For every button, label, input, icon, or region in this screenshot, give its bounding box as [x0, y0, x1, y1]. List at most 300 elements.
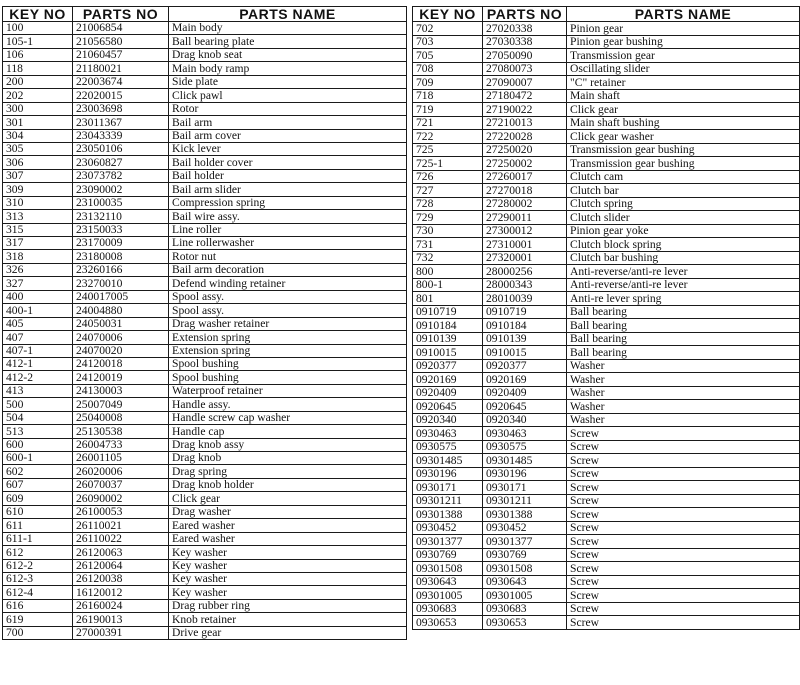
table-row [3, 196, 407, 209]
parts-no-cell: 24070020 [73, 344, 169, 357]
parts-name-cell: Waterproof retainer [169, 384, 407, 397]
parts-name-cell: Screw [567, 427, 800, 441]
parts-name-cell: Compression spring [169, 196, 407, 209]
parts-no-cell: 25040008 [73, 411, 169, 424]
parts-no-cell: 0910139 [483, 332, 567, 346]
table-row [413, 562, 800, 576]
parts-name-cell: Transmission gear [567, 49, 800, 63]
key-no-cell: 105-1 [3, 35, 73, 48]
table-row [3, 478, 407, 491]
parts-no-cell: 27270018 [483, 184, 567, 198]
table-row [3, 62, 407, 75]
table-row [413, 373, 800, 387]
table-row [3, 599, 407, 612]
key-no-cell: 703 [413, 35, 483, 49]
parts-name-cell: Washer [567, 413, 800, 427]
parts-no-cell: 0930171 [483, 481, 567, 495]
parts-name-cell: Anti-reverse/anti-re lever [567, 265, 800, 279]
table-row [3, 546, 407, 559]
table-row [413, 548, 800, 562]
table-row [413, 76, 800, 90]
key-no-cell: 09301388 [413, 508, 483, 522]
parts-no-cell: 27220028 [483, 130, 567, 144]
parts-no-cell: 27310001 [483, 238, 567, 252]
parts-name-cell: Drag rubber ring [169, 599, 407, 612]
table-row [3, 290, 407, 303]
parts-no-cell: 23073782 [73, 169, 169, 182]
table-row [413, 359, 800, 373]
parts-no-cell: 23260166 [73, 263, 169, 276]
parts-no-cell: 28000256 [483, 265, 567, 279]
table-row [3, 398, 407, 411]
table-row [413, 116, 800, 130]
table-row [413, 332, 800, 346]
table-row [3, 75, 407, 88]
key-no-cell: 722 [413, 130, 483, 144]
table-row [413, 400, 800, 414]
parts-no-cell: 240017005 [73, 290, 169, 303]
table-row [3, 626, 407, 639]
parts-name-cell: Drag knob seat [169, 48, 407, 61]
parts-no-cell: 26190013 [73, 613, 169, 626]
key-no-cell: 405 [3, 317, 73, 330]
table-row [3, 142, 407, 155]
key-no-cell: 801 [413, 292, 483, 306]
parts-no-cell: 0920645 [483, 400, 567, 414]
key-no-cell: 326 [3, 263, 73, 276]
table-row [3, 532, 407, 545]
key-no-cell: 318 [3, 250, 73, 263]
parts-name-cell: Line rollerwasher [169, 237, 407, 250]
key-no-cell: 09301211 [413, 494, 483, 508]
parts-no-cell: 27000391 [73, 626, 169, 639]
key-no-cell: 306 [3, 156, 73, 169]
table-row [3, 331, 407, 344]
table-row [413, 278, 800, 292]
key-no-cell: 705 [413, 49, 483, 63]
parts-name-cell: Handle cap [169, 425, 407, 438]
parts-name-cell: Eared washer [169, 532, 407, 545]
parts-no-cell: 26070037 [73, 478, 169, 491]
parts-no-cell: 0910184 [483, 319, 567, 333]
table-row [3, 277, 407, 290]
parts-name-cell: Line roller [169, 223, 407, 236]
parts-name-cell: Washer [567, 386, 800, 400]
key-no-cell: 0930196 [413, 467, 483, 481]
table-row [413, 305, 800, 319]
parts-no-cell: 27080073 [483, 62, 567, 76]
table-row [413, 49, 800, 63]
parts-name-cell: Extension spring [169, 344, 407, 357]
table-row [413, 602, 800, 616]
key-no-cell: 719 [413, 103, 483, 117]
parts-no-cell: 0920409 [483, 386, 567, 400]
key-no-cell: 09301508 [413, 562, 483, 576]
parts-name-cell: Rotor [169, 102, 407, 115]
parts-name-cell: Handle assy. [169, 398, 407, 411]
parts-no-cell: 24004880 [73, 304, 169, 317]
parts-name-cell: Anti-re lever spring [567, 292, 800, 306]
table-row [413, 413, 800, 427]
parts-no-cell: 24130003 [73, 384, 169, 397]
parts-name-cell: "C" retainer [567, 76, 800, 90]
parts-no-cell: 28000343 [483, 278, 567, 292]
parts-name-cell: Main body ramp [169, 62, 407, 75]
table-row [413, 346, 800, 360]
table-row [413, 211, 800, 225]
parts-name-cell: Bail holder [169, 169, 407, 182]
parts-name-cell: Drag washer retainer [169, 317, 407, 330]
key-no-cell: 0930463 [413, 427, 483, 441]
table-row [3, 519, 407, 532]
parts-no-cell: 23150033 [73, 223, 169, 236]
parts-no-cell: 23180008 [73, 250, 169, 263]
parts-no-cell: 27050090 [483, 49, 567, 63]
parts-table-right [412, 6, 800, 630]
parts-no-cell: 27090007 [483, 76, 567, 90]
parts-name-cell: Key washer [169, 546, 407, 559]
parts-no-cell: 21060457 [73, 48, 169, 61]
parts-no-cell: 0930643 [483, 575, 567, 589]
parts-name-cell: Key washer [169, 586, 407, 599]
key-no-cell: 727 [413, 184, 483, 198]
table-row [413, 265, 800, 279]
key-no-cell: 731 [413, 238, 483, 252]
parts-name-cell: Washer [567, 400, 800, 414]
parts-name-cell: Bail wire assy. [169, 210, 407, 223]
parts-no-cell: 26110021 [73, 519, 169, 532]
parts-name-cell: Ball bearing [567, 319, 800, 333]
key-no-cell: 702 [413, 22, 483, 36]
parts-no-cell: 0920169 [483, 373, 567, 387]
parts-no-cell: 27300012 [483, 224, 567, 238]
parts-name-cell: Knob retainer [169, 613, 407, 626]
parts-name-cell: Ball bearing [567, 332, 800, 346]
parts-name-cell: Pinion gear [567, 22, 800, 36]
parts-name-cell: Key washer [169, 559, 407, 572]
table-row [413, 224, 800, 238]
key-no-cell: 300 [3, 102, 73, 115]
parts-no-cell: 0920377 [483, 359, 567, 373]
parts-name-cell: Spool bushing [169, 371, 407, 384]
table-row [413, 197, 800, 211]
parts-table-right-body [413, 22, 800, 630]
key-no-cell: 729 [413, 211, 483, 225]
parts-name-cell: Ball bearing [567, 346, 800, 360]
table-row [413, 454, 800, 468]
parts-name-cell: Oscillating slider [567, 62, 800, 76]
table-row [413, 130, 800, 144]
parts-name-cell: Screw [567, 535, 800, 549]
parts-no-cell: 24120019 [73, 371, 169, 384]
parts-no-cell: 0930769 [483, 548, 567, 562]
parts-no-cell: 23050106 [73, 142, 169, 155]
key-no-cell: 100 [3, 22, 73, 35]
table-row [413, 535, 800, 549]
key-no-cell: 106 [3, 48, 73, 61]
key-no-cell: 0910139 [413, 332, 483, 346]
table-row [413, 427, 800, 441]
parts-name-cell: Drag knob [169, 452, 407, 465]
parts-no-cell: 09301211 [483, 494, 567, 508]
parts-no-cell: 23043339 [73, 129, 169, 142]
parts-name-cell: Ball bearing [567, 305, 800, 319]
parts-name-cell: Spool assy. [169, 290, 407, 303]
parts-no-cell: 23132110 [73, 210, 169, 223]
table-row [3, 613, 407, 626]
key-no-cell: 700 [3, 626, 73, 639]
key-no-cell: 0920340 [413, 413, 483, 427]
parts-name-cell: Screw [567, 494, 800, 508]
parts-no-cell: 22003674 [73, 75, 169, 88]
parts-name-cell: Screw [567, 575, 800, 589]
key-no-cell: 709 [413, 76, 483, 90]
parts-no-cell: 21180021 [73, 62, 169, 75]
parts-name-cell: Spool bushing [169, 357, 407, 370]
key-no-cell: 304 [3, 129, 73, 142]
parts-name-cell: Pinion gear bushing [567, 35, 800, 49]
table-row [413, 157, 800, 171]
table-row [3, 505, 407, 518]
parts-no-cell: 23100035 [73, 196, 169, 209]
parts-no-cell: 21006854 [73, 22, 169, 35]
key-no-cell: 725-1 [413, 157, 483, 171]
table-row [3, 48, 407, 61]
key-no-cell: 800-1 [413, 278, 483, 292]
key-no-cell: 09301377 [413, 535, 483, 549]
key-no-cell: 0920377 [413, 359, 483, 373]
key-no-cell: 413 [3, 384, 73, 397]
parts-no-cell: 26001105 [73, 452, 169, 465]
table-row [3, 438, 407, 451]
key-no-cell: 612-4 [3, 586, 73, 599]
key-no-cell: 09301485 [413, 454, 483, 468]
key-no-cell: 0930575 [413, 440, 483, 454]
table-row [3, 263, 407, 276]
key-no-cell: 612-2 [3, 559, 73, 572]
parts-no-cell: 0930575 [483, 440, 567, 454]
parts-name-cell: Drag washer [169, 505, 407, 518]
key-no-cell: 118 [3, 62, 73, 75]
table-row [3, 169, 407, 182]
parts-no-cell: 09301508 [483, 562, 567, 576]
parts-no-cell: 26120038 [73, 572, 169, 585]
parts-no-cell: 27320001 [483, 251, 567, 265]
table-row [3, 237, 407, 250]
parts-name-cell: Pinion gear yoke [567, 224, 800, 238]
key-no-cell: 600 [3, 438, 73, 451]
parts-name-cell: Main shaft [567, 89, 800, 103]
table-row [413, 292, 800, 306]
table-row [3, 586, 407, 599]
table-row [413, 467, 800, 481]
parts-name-cell: Main body [169, 22, 407, 35]
table-row [413, 481, 800, 495]
parts-name-cell: Screw [567, 454, 800, 468]
parts-no-cell: 22020015 [73, 89, 169, 102]
table-row [413, 575, 800, 589]
parts-name-cell: Ball bearing plate [169, 35, 407, 48]
table-row [413, 103, 800, 117]
parts-name-cell: Clutch block spring [567, 238, 800, 252]
parts-name-cell: Click gear [169, 492, 407, 505]
key-no-cell: 0910015 [413, 346, 483, 360]
parts-no-cell: 26004733 [73, 438, 169, 451]
table-row [413, 35, 800, 49]
parts-name-cell: Drag knob assy [169, 438, 407, 451]
table-row [3, 129, 407, 142]
key-no-cell: 607 [3, 478, 73, 491]
parts-no-cell: 25007049 [73, 398, 169, 411]
key-no-cell: 602 [3, 465, 73, 478]
parts-no-cell: 27180472 [483, 89, 567, 103]
parts-no-cell: 26160024 [73, 599, 169, 612]
parts-name-cell: Screw [567, 467, 800, 481]
parts-name-cell: Screw [567, 508, 800, 522]
key-no-cell: 317 [3, 237, 73, 250]
key-no-header: KEY NO [3, 7, 73, 22]
parts-table-left [2, 6, 407, 640]
parts-no-cell: 26120063 [73, 546, 169, 559]
key-no-cell: 0930452 [413, 521, 483, 535]
table-row [3, 425, 407, 438]
parts-name-cell: Anti-reverse/anti-re lever [567, 278, 800, 292]
key-no-cell: 309 [3, 183, 73, 196]
table-row [413, 589, 800, 603]
table-row [3, 89, 407, 102]
parts-name-cell: Transmission gear bushing [567, 143, 800, 157]
key-no-cell: 202 [3, 89, 73, 102]
parts-no-cell: 23060827 [73, 156, 169, 169]
parts-name-cell: Rotor nut [169, 250, 407, 263]
table-row [413, 170, 800, 184]
parts-no-cell: 0910015 [483, 346, 567, 360]
parts-name-cell: Bail holder cover [169, 156, 407, 169]
parts-no-cell: 0930683 [483, 602, 567, 616]
parts-name-cell: Clutch cam [567, 170, 800, 184]
key-no-cell: 504 [3, 411, 73, 424]
parts-no-cell: 23270010 [73, 277, 169, 290]
parts-name-cell: Side plate [169, 75, 407, 88]
table-row [3, 492, 407, 505]
parts-no-cell: 26100053 [73, 505, 169, 518]
parts-no-cell: 09301377 [483, 535, 567, 549]
parts-name-cell: Kick lever [169, 142, 407, 155]
table-row [3, 384, 407, 397]
table-row [413, 184, 800, 198]
key-no-cell: 800 [413, 265, 483, 279]
key-no-cell: 721 [413, 116, 483, 130]
header-row [3, 7, 407, 22]
table-row [3, 452, 407, 465]
parts-no-cell: 0930653 [483, 616, 567, 630]
key-no-header: KEY NO [413, 7, 483, 22]
parts-name-cell: Drag spring [169, 465, 407, 478]
parts-no-cell: 27190022 [483, 103, 567, 117]
header-row [413, 7, 800, 22]
key-no-cell: 200 [3, 75, 73, 88]
parts-no-cell: 27260017 [483, 170, 567, 184]
parts-no-cell: 26090002 [73, 492, 169, 505]
table-row [3, 317, 407, 330]
table-row [3, 559, 407, 572]
parts-no-cell: 27250020 [483, 143, 567, 157]
parts-no-cell: 23090002 [73, 183, 169, 196]
table-row [413, 251, 800, 265]
parts-no-cell: 23011367 [73, 116, 169, 129]
parts-no-header: PARTS NO [73, 7, 169, 22]
key-no-cell: 400 [3, 290, 73, 303]
parts-no-cell: 26020006 [73, 465, 169, 478]
table-row [3, 357, 407, 370]
parts-name-cell: Extension spring [169, 331, 407, 344]
parts-no-cell: 27250002 [483, 157, 567, 171]
parts-name-cell: Bail arm [169, 116, 407, 129]
key-no-cell: 611 [3, 519, 73, 532]
key-no-cell: 315 [3, 223, 73, 236]
parts-name-cell: Clutch bar bushing [567, 251, 800, 265]
key-no-cell: 718 [413, 89, 483, 103]
table-row [413, 22, 800, 36]
parts-no-cell: 27290011 [483, 211, 567, 225]
table-row [3, 304, 407, 317]
key-no-cell: 0920409 [413, 386, 483, 400]
parts-no-cell: 21056580 [73, 35, 169, 48]
parts-name-cell: Bail arm slider [169, 183, 407, 196]
key-no-cell: 412-1 [3, 357, 73, 370]
parts-name-cell: Click pawl [169, 89, 407, 102]
parts-name-cell: Washer [567, 359, 800, 373]
key-no-cell: 616 [3, 599, 73, 612]
parts-table-left-body [3, 22, 407, 640]
parts-no-cell: 0930452 [483, 521, 567, 535]
key-no-cell: 730 [413, 224, 483, 238]
key-no-cell: 407 [3, 331, 73, 344]
parts-name-cell: Washer [567, 373, 800, 387]
parts-no-cell: 0930463 [483, 427, 567, 441]
key-no-cell: 0920169 [413, 373, 483, 387]
parts-no-cell: 0910719 [483, 305, 567, 319]
parts-name-cell: Screw [567, 521, 800, 535]
parts-name-cell: Click gear [567, 103, 800, 117]
key-no-cell: 732 [413, 251, 483, 265]
parts-name-cell: Clutch slider [567, 211, 800, 225]
key-no-cell: 708 [413, 62, 483, 76]
key-no-cell: 0930683 [413, 602, 483, 616]
parts-no-cell: 09301388 [483, 508, 567, 522]
key-no-cell: 726 [413, 170, 483, 184]
key-no-cell: 0930769 [413, 548, 483, 562]
key-no-cell: 09301005 [413, 589, 483, 603]
parts-name-header: PARTS NAME [169, 7, 407, 22]
parts-name-cell: Screw [567, 589, 800, 603]
parts-name-cell: Key washer [169, 572, 407, 585]
table-row [3, 35, 407, 48]
table-row [413, 521, 800, 535]
parts-no-cell: 0930196 [483, 467, 567, 481]
parts-name-cell: Clutch bar [567, 184, 800, 198]
key-no-cell: 513 [3, 425, 73, 438]
parts-no-cell: 16120012 [73, 586, 169, 599]
key-no-cell: 0910184 [413, 319, 483, 333]
key-no-cell: 0910719 [413, 305, 483, 319]
parts-name-cell: Handle screw cap washer [169, 411, 407, 424]
parts-name-cell: Screw [567, 440, 800, 454]
key-no-cell: 0930171 [413, 481, 483, 495]
table-row [3, 250, 407, 263]
parts-name-cell: Bail arm cover [169, 129, 407, 142]
table-row [3, 223, 407, 236]
